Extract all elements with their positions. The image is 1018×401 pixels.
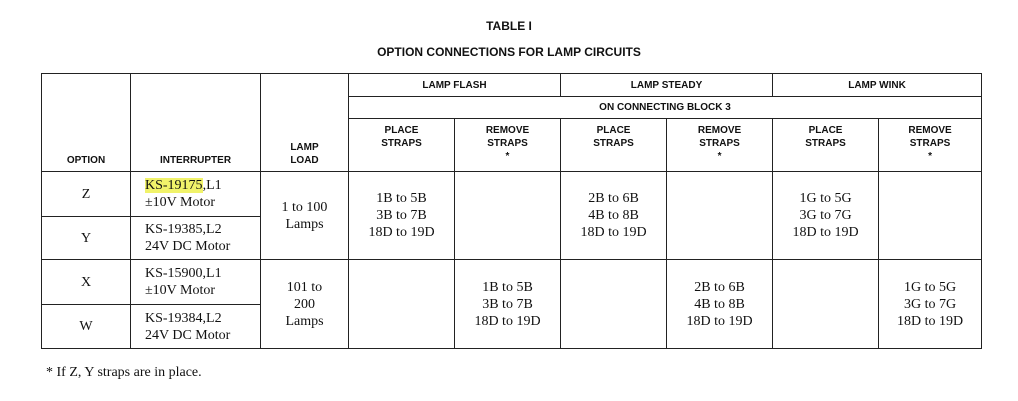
option-table	[41, 73, 982, 349]
wink-remove-cell	[879, 172, 982, 260]
interrupter-cell: KS-15900,L1 ±10V Motor	[131, 260, 261, 305]
flash-place-cell: 1B to 5B 3B to 7B 18D to 19D	[349, 172, 455, 260]
wink-place-cell	[773, 260, 879, 349]
highlighted-part-number: KS-19175	[145, 178, 203, 193]
header-connecting-block: ON CONNECTING BLOCK 3	[349, 97, 982, 119]
lamp-load-cell: 1 to 100 Lamps	[261, 172, 349, 260]
table-title: TABLE I	[486, 19, 532, 33]
steady-place-cell	[561, 260, 667, 349]
header-lamp-wink: LAMP WINK	[773, 74, 982, 97]
header-option: OPTION	[42, 74, 131, 172]
footnote: * If Z, Y straps are in place.	[46, 365, 202, 380]
interrupter-cell: KS-19385,L2 24V DC Motor	[131, 217, 261, 260]
lamp-load-cell: 101 to 200 Lamps	[261, 260, 349, 349]
steady-remove-cell	[667, 172, 773, 260]
flash-place-cell	[349, 260, 455, 349]
steady-place-cell: 2B to 6B 4B to 8B 18D to 19D	[561, 172, 667, 260]
header-interrupter: INTERRUPTER	[131, 74, 261, 172]
flash-remove-cell: 1B to 5B 3B to 7B 18D to 19D	[455, 260, 561, 349]
header-lamp-load	[261, 74, 349, 172]
option-cell: Y	[42, 217, 131, 260]
table-subtitle: OPTION CONNECTIONS FOR LAMP CIRCUITS	[377, 45, 641, 59]
option-cell: Z	[42, 172, 131, 217]
steady-remove-cell: 2B to 6B 4B to 8B 18D to 19D	[667, 260, 773, 349]
header-lamp-steady: LAMP STEADY	[561, 74, 773, 97]
header-flash-place: PLACE STRAPS	[349, 119, 455, 172]
lamp-load-line2: LOAD	[290, 155, 319, 166]
header-wink-remove: REMOVE STRAPS *	[879, 119, 982, 172]
interrupter-cell: KS-19384,L2 24V DC Motor	[131, 305, 261, 349]
header-steady-place: PLACE STRAPS	[561, 119, 667, 172]
interrupter-cell: KS-19175,L1 ±10V Motor	[131, 172, 261, 217]
flash-remove-cell	[455, 172, 561, 260]
table-row	[42, 260, 982, 305]
header-steady-remove: REMOVE STRAPS *	[667, 119, 773, 172]
option-cell: X	[42, 260, 131, 305]
table-row	[42, 172, 982, 217]
header-lamp-flash: LAMP FLASH	[349, 74, 561, 97]
option-cell: W	[42, 305, 131, 349]
wink-place-cell: 1G to 5G 3G to 7G 18D to 19D	[773, 172, 879, 260]
lamp-load-line1: LAMP	[290, 142, 319, 153]
header-wink-place: PLACE STRAPS	[773, 119, 879, 172]
header-flash-remove: REMOVE STRAPS *	[455, 119, 561, 172]
wink-remove-cell: 1G to 5G 3G to 7G 18D to 19D	[879, 260, 982, 349]
